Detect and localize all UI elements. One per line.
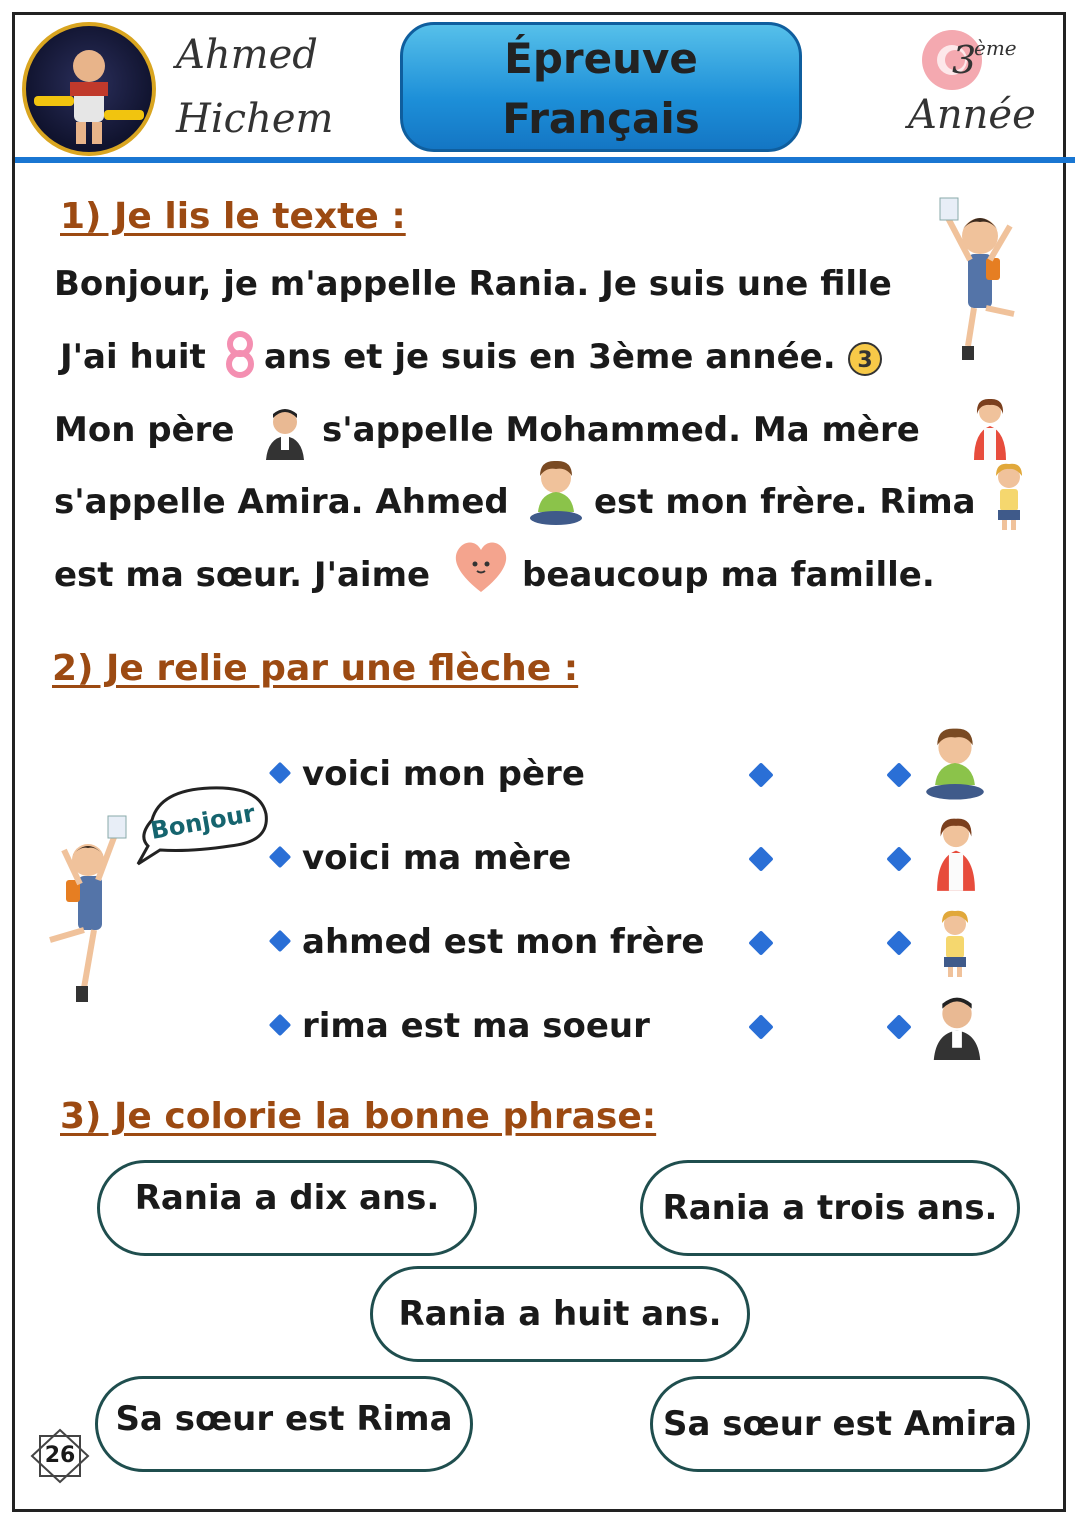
exam-title-line2: Français [502,94,700,143]
father-icon [262,406,308,460]
page-number-badge [30,1428,90,1484]
author-avatar [22,22,156,156]
text-line-1: Bonjour, je m'appelle Rania. Je suis une fille [54,264,892,304]
svg-text:3: 3 [857,348,873,373]
option-soeur-amira[interactable]: Sa sœur est Amira [650,1376,1030,1472]
section3-heading: 3) Je colorie la bonne phrase: [60,1096,657,1137]
sister-icon [988,462,1030,532]
option-soeur-rima[interactable]: Sa sœur est Rima [95,1376,473,1472]
girl-jumping-icon [930,196,1030,376]
text-line-5a: est ma sœur. J'aime [54,555,431,595]
exam-title-line1: Épreuve [504,34,698,83]
bullet-diamond-icon [269,1013,292,1036]
father-picture-icon [926,994,988,1060]
option-rania-dix-ans[interactable]: Rania a dix ans. [97,1160,477,1256]
match-item-1: voici mon père [272,754,585,794]
bullet-diamond-icon [269,845,292,868]
grade-number: 3 [952,38,977,82]
section1-heading: 1) Je lis le texte : [60,196,406,237]
sister-picture-icon [934,906,976,982]
page-number: 26 [44,1443,76,1468]
brother-picture-icon [924,724,986,802]
text-line-2b: ans et je suis en 3ème année. [264,337,836,377]
text-line-5b: beaucoup ma famille. [522,555,935,595]
brother-icon [528,458,584,526]
number-three-icon [846,340,884,378]
text-line-2a: J'ai huit [60,337,206,377]
bonjour-bubble-text: Bonjour [148,799,258,845]
header-divider [15,157,1075,163]
exam-title-box [400,22,802,152]
author-last-name: Hichem [176,96,334,142]
grade-suffix: ème [974,36,1017,60]
match-item-3: ahmed est mon frère [272,922,704,962]
section2-heading: 2) Je relie par une flèche : [52,648,579,689]
text-line-3b: s'appelle Mohammed. Ma mère [322,410,920,450]
text-line-4a: s'appelle Amira. Ahmed [54,482,509,522]
bullet-diamond-icon [269,929,292,952]
number-eight-icon [224,330,256,378]
text-line-4b: est mon frère. Rima [594,482,976,522]
match-item-4: rima est ma soeur [272,1006,650,1046]
match-item-2: voici ma mère [272,838,571,878]
bullet-diamond-icon [269,761,292,784]
grade-label-block [900,28,1040,148]
author-first-name: Ahmed [176,32,318,78]
mother-picture-icon [930,814,982,892]
text-line-3a: Mon père [54,410,235,450]
option-rania-huit-ans[interactable]: Rania a huit ans. [370,1266,750,1362]
grade-year-label: Année [908,92,1036,138]
heart-icon [450,534,512,600]
option-rania-trois-ans[interactable]: Rania a trois ans. [640,1160,1020,1256]
mother-icon [968,396,1012,460]
